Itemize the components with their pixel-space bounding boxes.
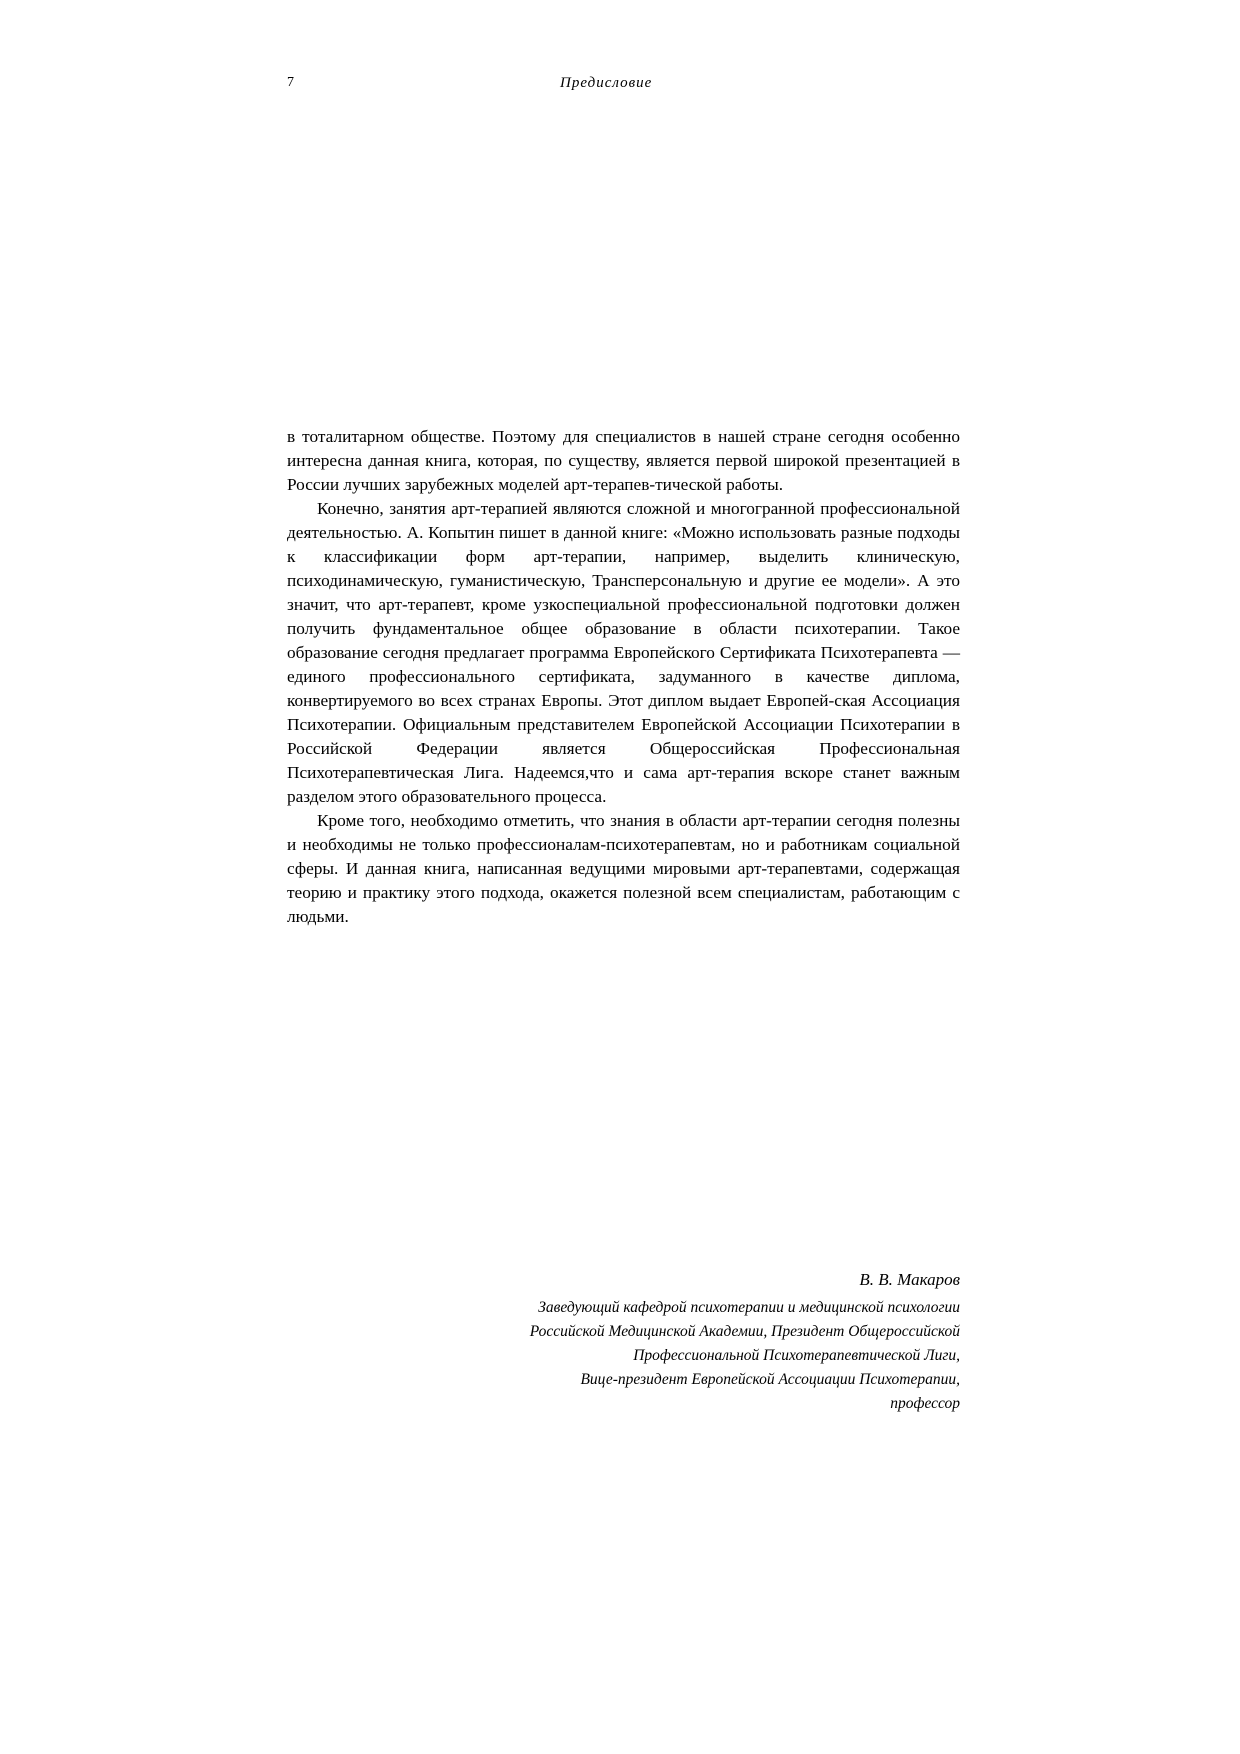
affiliation-line: Заведующий кафедрой психотерапии и медицинской психологии	[538, 1299, 960, 1316]
affiliation-line: Вице-президент Европейской Ассоциации Психотерапии,	[580, 1371, 960, 1388]
running-title: Предисловие	[560, 75, 653, 91]
author-affiliation	[320, 1296, 960, 1416]
paragraph-3: Кроме того, необходимо отметить, что знания в области арт-терапии сегодня полезны и необходимы не только профессионалам-психотерапевтам, но и работникам социальной сферы. И данная книга, написанная ведущими мировыми арт-терапевтами, содержащая теорию и практику этого подхода, окажется полезной всем специалистам, работающим с людьми.	[287, 811, 960, 926]
page-number: 7	[287, 75, 294, 90]
author-signature: В. В. Макаров	[859, 1270, 960, 1289]
body-text	[287, 425, 960, 929]
affiliation-line: профессор	[890, 1395, 960, 1412]
paragraph-2: Конечно, занятия арт-терапией являются сложной и многогранной профессиональной деятельностью. А. Копытин пишет в данной книге: «Можно использовать разные подходы к классификации форм арт-терапии, например, выделить клиническую, психодинамическую, гуманистическую, Трансперсональную и другие ее модели». А это значит, что арт-терапевт, кроме узкоспециальной профессиональной подготовки должен получить фундаментальное общее образование в области психотерапии. Такое образование сегодня предлагает программа Европейского Сертификата Психотерапевта — единого профессионального сертификата, задуманного в качестве диплома, конвертируемого во всех странах Европы. Этот диплом выдает Европей-ская Ассоциация Психотерапии. Официальным представителем Европейской Ассоциации Психотерапии в Российской Федерации является Общероссийская Профессиональная Психотерапевтическая Лига. Надеемся,что и сама арт-терапия вскоре станет важным разделом этого образовательного процесса.	[287, 499, 960, 806]
paragraph-1: в тоталитарном обществе. Поэтому для специалистов в нашей стране сегодня особенно интересна данная книга, которая, по существу, является первой широкой презентацией в России лучших зарубежных моделей арт-терапев-тической работы.	[287, 427, 960, 494]
affiliation-line: Профессиональной Психотерапевтической Лиги,	[633, 1347, 960, 1364]
affiliation-line: Российской Медицинской Академии, Президент Общероссийской	[529, 1323, 960, 1340]
